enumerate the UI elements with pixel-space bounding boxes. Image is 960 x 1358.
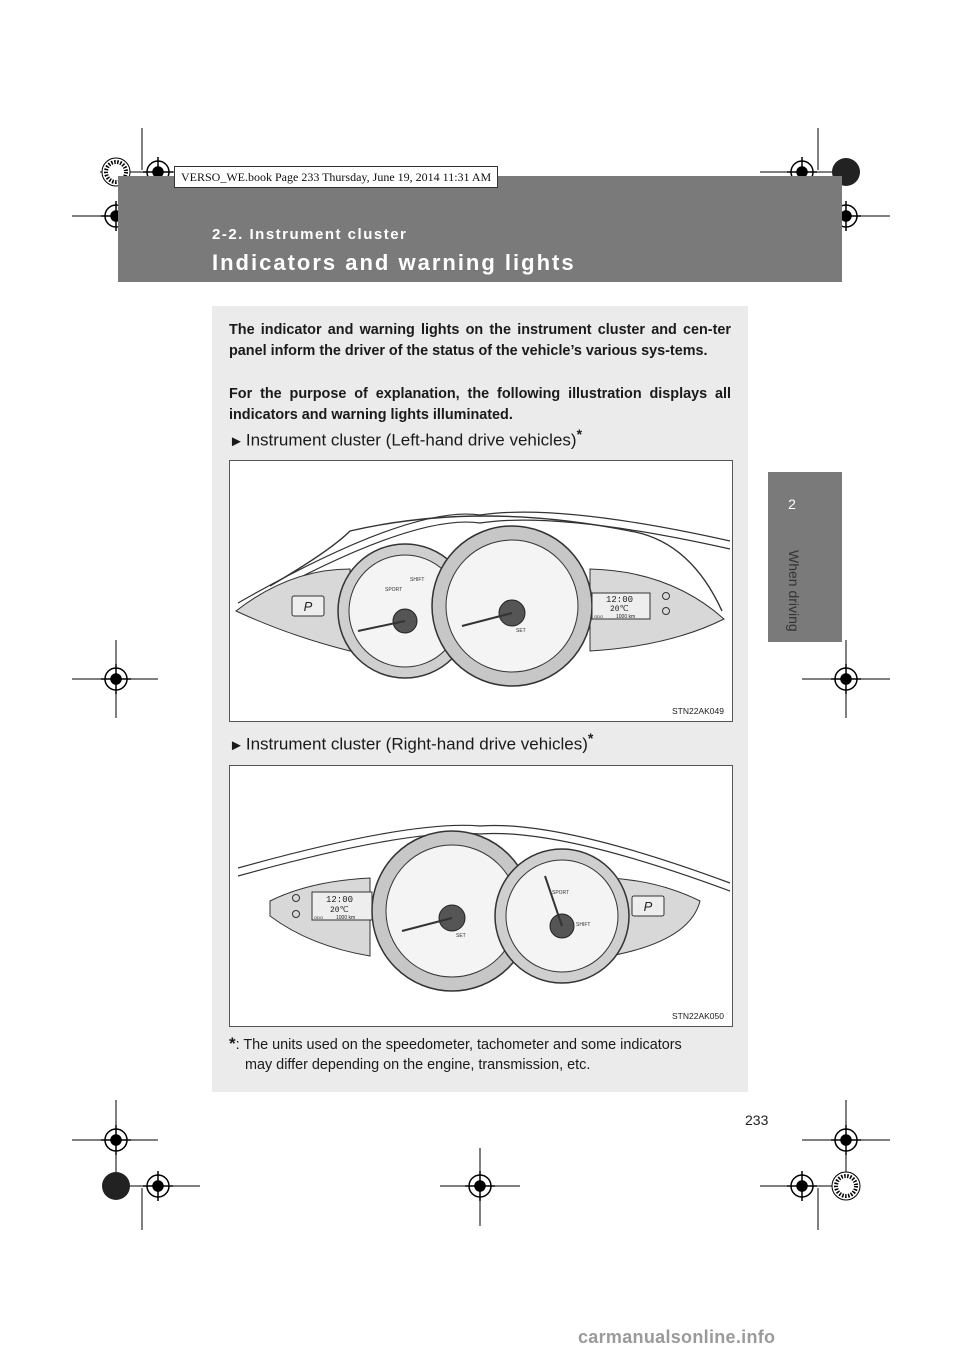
book-stamp: VERSO_WE.book Page 233 Thursday, June 19, 2014 11:31 AM bbox=[174, 166, 498, 188]
page-title: Indicators and warning lights bbox=[212, 250, 576, 275]
p-indicator-icon: P bbox=[303, 599, 313, 614]
display-odo-label: ODO bbox=[594, 614, 604, 619]
figure-caption-lhd bbox=[229, 426, 582, 451]
footnote bbox=[229, 1034, 731, 1075]
p-indicator-icon: P bbox=[643, 899, 653, 914]
chapter-number: 2 bbox=[788, 496, 796, 512]
caption-text: Instrument cluster (Left-hand drive vehicles) bbox=[245, 430, 577, 450]
footnote-line-1: : The units used on the speedometer, tachometer and some indicators bbox=[235, 1037, 682, 1053]
figure-lhd bbox=[229, 460, 733, 722]
sport-label: SPORT bbox=[552, 890, 570, 896]
section-label: 2-2. Instrument cluster bbox=[212, 226, 408, 243]
intro-paragraph-2: For the purpose of explanation, the following illustration displays all indicators and warning lights illuminated. bbox=[229, 386, 731, 423]
figure-code: STN22AK049 bbox=[672, 706, 724, 716]
triangle-bullet-icon: ► bbox=[229, 432, 244, 450]
asterisk-marker: * bbox=[587, 730, 594, 746]
figure-caption-rhd bbox=[229, 730, 593, 755]
triangle-bullet-icon: ► bbox=[229, 736, 244, 754]
display-time: 12:00 bbox=[326, 895, 354, 905]
shift-label: SHIFT bbox=[410, 577, 425, 583]
display-odo: 1000 km bbox=[616, 614, 636, 620]
page-number: 233 bbox=[745, 1112, 769, 1128]
instrument-cluster-rhd-illustration bbox=[230, 766, 732, 1026]
footnote-line-2: may differ depending on the engine, transmission, etc. bbox=[245, 1057, 591, 1073]
shift-label: SHIFT bbox=[576, 922, 591, 928]
sport-label: SPORT bbox=[385, 587, 403, 593]
display-temp: 20℃ bbox=[610, 605, 629, 614]
display-odo-label: ODO bbox=[314, 915, 324, 920]
instrument-cluster-lhd-illustration bbox=[230, 461, 732, 721]
caption-text: Instrument cluster (Right-hand drive vehicles) bbox=[245, 734, 588, 754]
display-odo: 1000 km bbox=[336, 915, 356, 921]
chapter-name: When driving bbox=[786, 550, 802, 632]
watermark: carmanualsonline.info bbox=[578, 1327, 776, 1347]
display-temp: 20℃ bbox=[330, 906, 349, 915]
set-label: SET bbox=[516, 628, 526, 634]
asterisk-marker: * bbox=[576, 426, 583, 442]
set-label: SET bbox=[456, 933, 466, 939]
intro-paragraph-1: The indicator and warning lights on the instrument cluster and cen-ter panel inform the driver of the status of the vehicle’s various sys-tems. bbox=[229, 322, 731, 359]
figure-rhd bbox=[229, 765, 733, 1027]
figure-code: STN22AK050 bbox=[672, 1011, 724, 1021]
display-time: 12:00 bbox=[606, 595, 634, 605]
footnote-marker: * bbox=[229, 1034, 236, 1053]
